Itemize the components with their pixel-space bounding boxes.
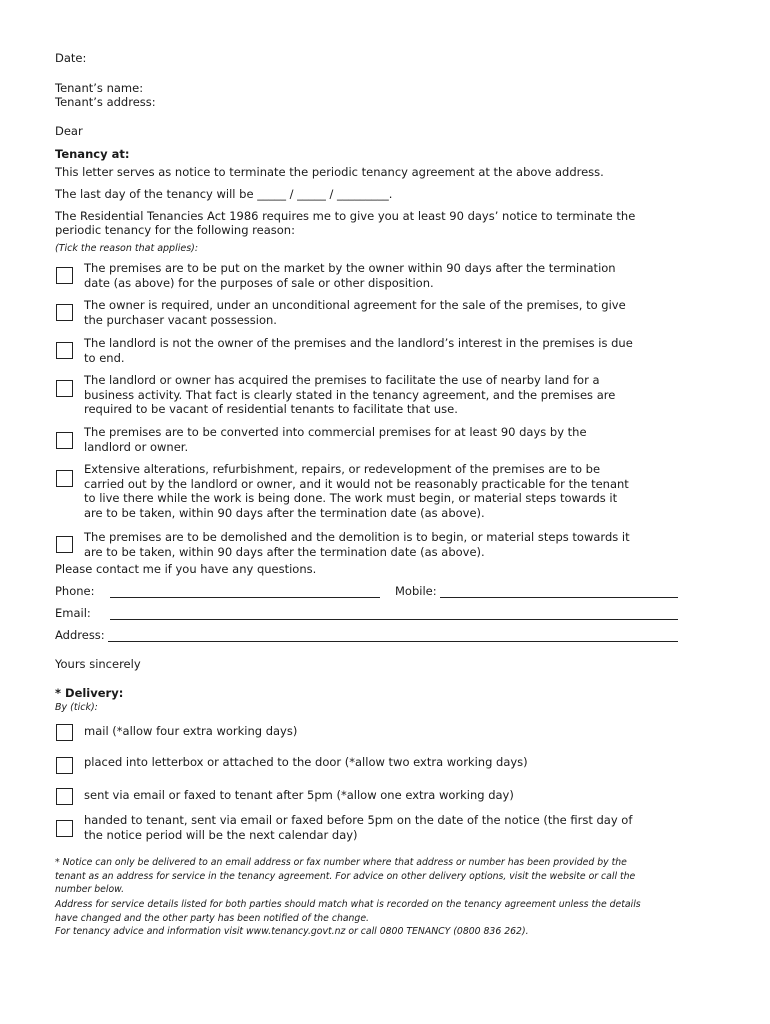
reason-checkbox-7[interactable]	[56, 536, 73, 553]
reason-checkbox-5[interactable]	[56, 432, 73, 449]
delivery-checkbox-handed[interactable]	[56, 820, 73, 837]
tenancy-at-heading: Tenancy at:	[55, 147, 130, 161]
last-day-text: The last day of the tenancy will be _____ / _____ / _________.	[55, 187, 393, 201]
delivery-heading: * Delivery:	[55, 686, 124, 700]
tenant-address-label: Tenant’s address:	[55, 95, 156, 109]
closing-text: Yours sincerely	[55, 657, 141, 671]
contact-text: Please contact me if you have any questions.	[55, 562, 317, 576]
act-text-line1: The Residential Tenancies Act 1986 requires me to give you at least 90 days’ notice to terminate the	[55, 209, 636, 223]
delivery-text-mail: mail (*allow four extra working days)	[84, 724, 298, 738]
delivery-checkbox-email-after[interactable]	[56, 788, 73, 805]
date-label: Date:	[55, 51, 87, 65]
reason-text-2: The owner is required, under an unconditional agreement for the sale of the premises, to give the purchaser vacant possession.	[84, 298, 626, 327]
delivery-footnote: * Notice can only be delivered to an email address or fax number where that address or number has been provided by the tenant as an address for service in the tenancy agreement. For advice on other delivery options, visit the website or call the number below.	[55, 857, 636, 895]
reason-text-3: The landlord is not the owner of the premises and the landlord’s interest in the premises is due to end.	[84, 336, 633, 365]
salutation: Dear	[55, 124, 83, 138]
email-field[interactable]	[110, 605, 678, 620]
reason-checkbox-3[interactable]	[56, 342, 73, 359]
mobile-field[interactable]	[440, 583, 678, 598]
mobile-label: Mobile:	[395, 584, 437, 598]
reason-text-5: The premises are to be converted into commercial premises for at least 90 days by the landlord or owner.	[84, 425, 587, 454]
delivery-text-handed: handed to tenant, sent via email or faxed before 5pm on the date of the notice (the first day of the notice period will be the next calendar day)	[84, 813, 633, 842]
by-tick-hint: By (tick):	[55, 702, 98, 713]
delivery-checkbox-letterbox[interactable]	[56, 757, 73, 774]
phone-field[interactable]	[110, 583, 380, 598]
reason-checkbox-1[interactable]	[56, 267, 73, 284]
act-text-line2: periodic tenancy for the following reason:	[55, 223, 295, 237]
reason-text-7: The premises are to be demolished and the demolition is to begin, or material steps towards it are to be taken, within 90 days after the termination date (as above).	[84, 530, 630, 559]
address-service-note: Address for service details listed for both parties should match what is recorded on the tenancy agreement unless the details have changed and the other party has been notified of the change.	[55, 899, 641, 924]
delivery-text-email-after: sent via email or faxed to tenant after 5pm (*allow one extra working day)	[84, 788, 514, 802]
reason-checkbox-6[interactable]	[56, 470, 73, 487]
tick-hint: (Tick the reason that applies):	[55, 243, 199, 254]
reason-text-4: The landlord or owner has acquired the premises to facilitate the use of nearby land for a business activity. That fact is clearly stated in the tenancy agreement, and the premises are required to be vacant of residential tenants to facilitate that use.	[84, 373, 616, 417]
delivery-text-letterbox: placed into letterbox or attached to the door (*allow two extra working days)	[84, 755, 528, 769]
phone-label: Phone:	[55, 584, 95, 598]
reason-checkbox-4[interactable]	[56, 380, 73, 397]
reason-checkbox-2[interactable]	[56, 304, 73, 321]
tenant-name-label: Tenant’s name:	[55, 81, 144, 95]
reason-text-1: The premises are to be put on the market by the owner within 90 days after the termination date (as above) for the purposes of sale or other disposition.	[84, 261, 616, 290]
address-field[interactable]	[108, 627, 678, 642]
address-label: Address:	[55, 628, 105, 642]
delivery-checkbox-mail[interactable]	[56, 724, 73, 741]
intro-text: This letter serves as notice to terminate the periodic tenancy agreement at the above address.	[55, 165, 604, 179]
reason-text-6: Extensive alterations, refurbishment, repairs, or redevelopment of the premises are to be carried out by the landlord or owner, and it would not be reasonably practicable for the tenant to live there while the work is being done. The work must begin, or material steps towards it are to be taken, within 90 days after the termination date (as above).	[84, 462, 629, 521]
tenancy-advice-note: For tenancy advice and information visit www.tenancy.govt.nz or call 0800 TENANCY (0800 836 262).	[55, 926, 529, 937]
email-label: Email:	[55, 606, 91, 620]
